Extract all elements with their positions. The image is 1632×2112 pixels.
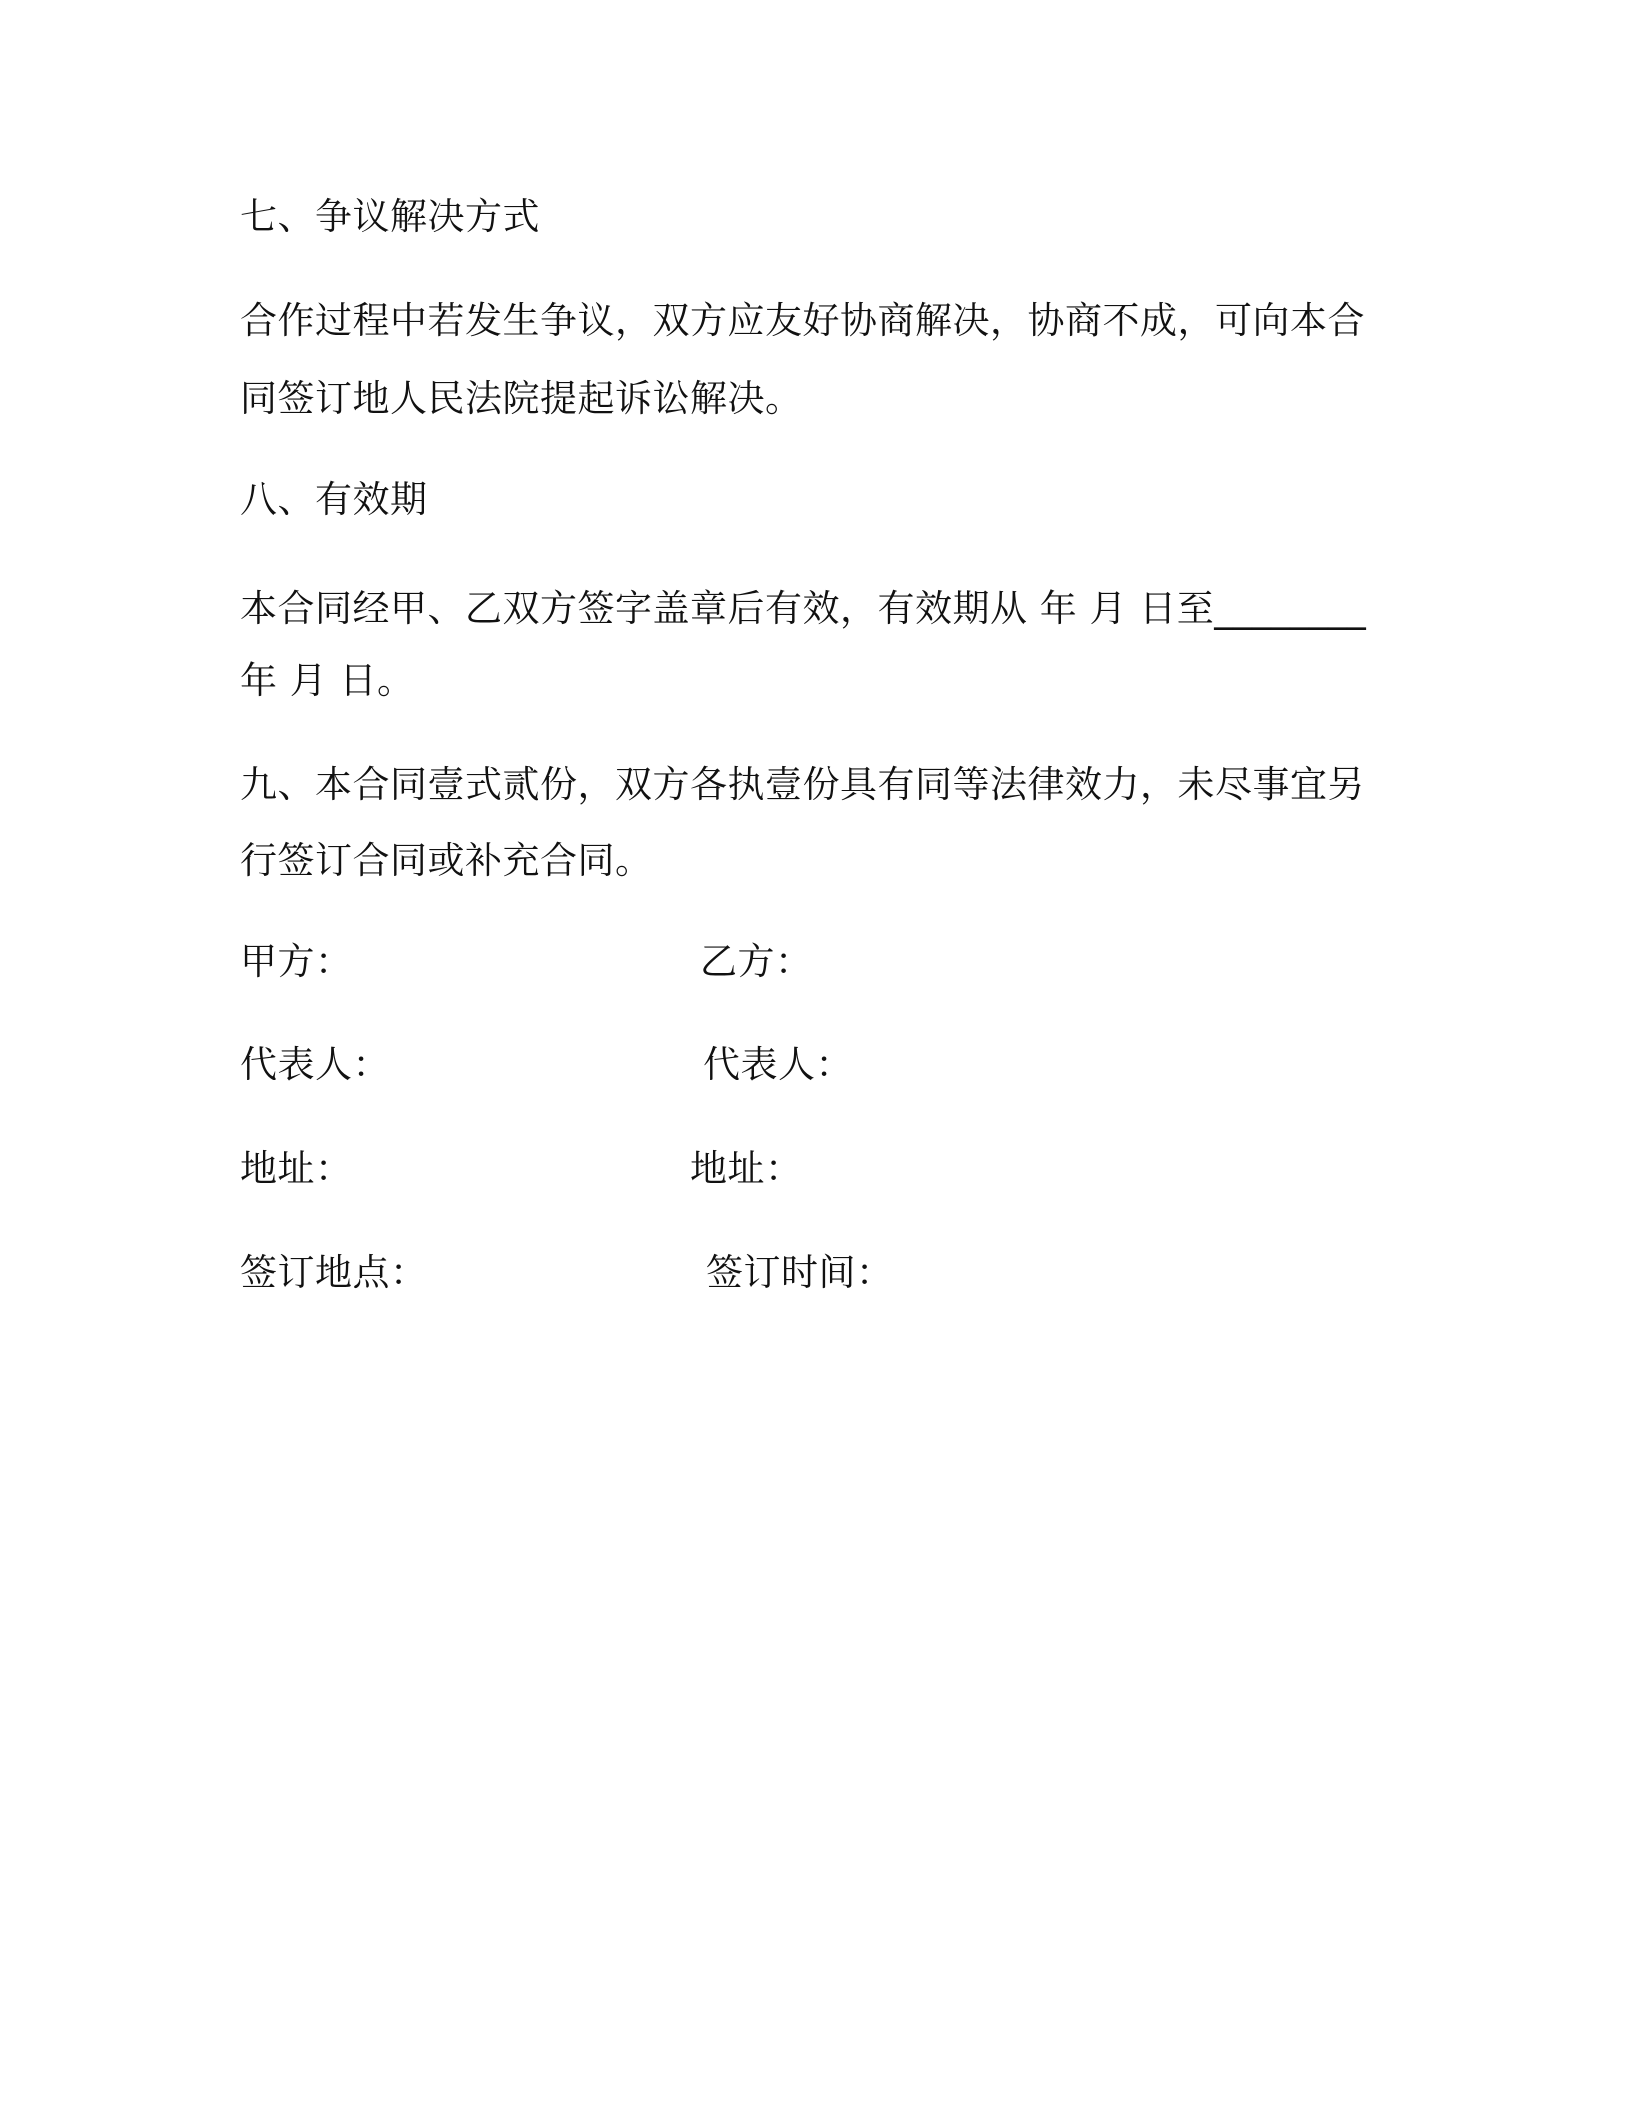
- section-7-heading: 七、争议解决方式: [240, 195, 540, 238]
- section-8-heading: 八、有效期: [240, 478, 428, 521]
- section-8-body-line-2: 年 月 日。: [240, 659, 415, 702]
- section-7-body-line-2: 同签订地人民法院提起诉讼解决。: [240, 377, 803, 420]
- section-9-body-line-2: 行签订合同或补充合同。: [240, 839, 653, 882]
- representative-a-label: 代表人：: [240, 1043, 390, 1086]
- section-8-body-line-1: 本合同经甲、乙双方签字盖章后有效，有效期从 年 月 日至________: [240, 587, 1367, 630]
- representative-b-label: 代表人：: [703, 1043, 853, 1086]
- address-a-label: 地址：: [240, 1147, 353, 1190]
- signing-place-label: 签订地点：: [240, 1251, 428, 1294]
- address-b-label: 地址：: [690, 1147, 803, 1190]
- section-9-body-line-1: 九、本合同壹式贰份，双方各执壹份具有同等法律效力，未尽事宜另: [240, 763, 1365, 806]
- section-7-body-line-1: 合作过程中若发生争议，双方应友好协商解决，协商不成，可向本合: [240, 299, 1365, 342]
- party-b-label: 乙方：: [700, 940, 813, 983]
- party-a-label: 甲方：: [240, 940, 353, 983]
- signing-time-label: 签订时间：: [706, 1251, 894, 1294]
